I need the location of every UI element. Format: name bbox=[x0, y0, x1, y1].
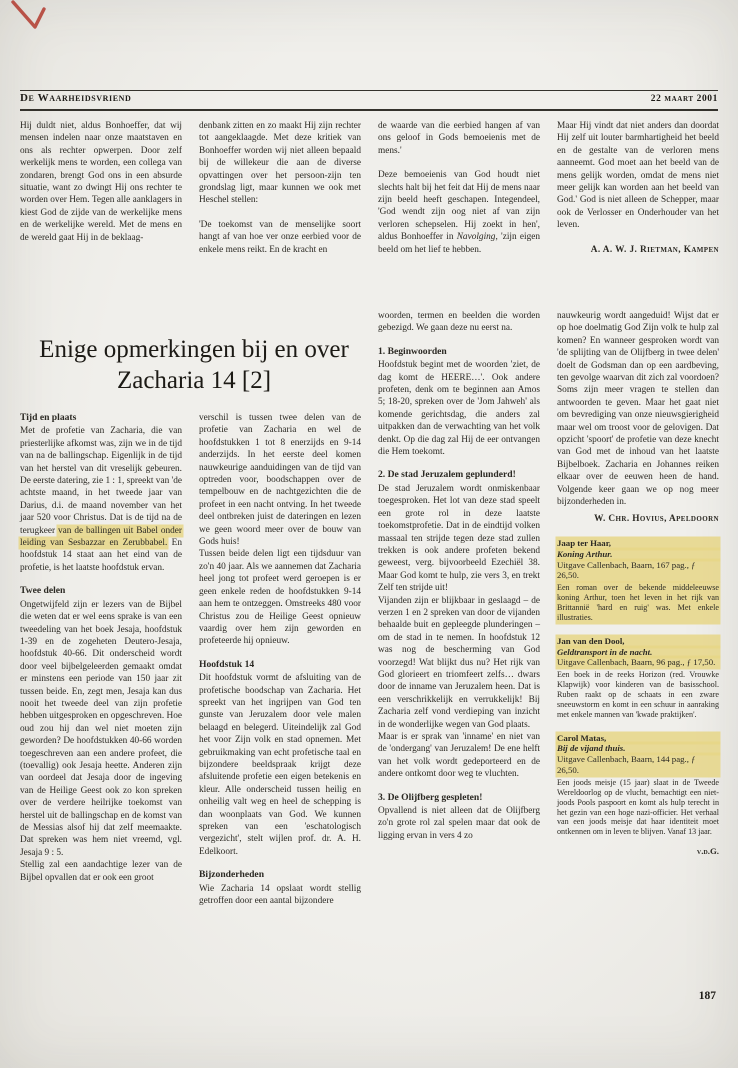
intro-column-3 bbox=[378, 120, 540, 256]
paragraph: Opvallend is niet alleen dat de Olijfberg zo'n grote rol zal spelen maar dat ook de ligging ervan in vers 4 zo bbox=[378, 806, 540, 841]
intro-column-4 bbox=[557, 120, 719, 256]
paragraph: Maar is er sprak van 'inname' en niet van de 'ondergang' van Jeruzalem! De ene helft van het volk wordt gedeporteerd en de andere ontkomt door weg te vluchten. bbox=[378, 732, 540, 780]
article-title bbox=[22, 334, 366, 396]
paragraph bbox=[378, 169, 540, 256]
author-signature: A. A. W. J. Rietman, Kampen bbox=[590, 244, 719, 255]
text-part: Met de profetie van Zacharia, die van priesterlijke afkomst was, zijn we in de tijd van na de ballingschap. Eigenlijk in de tijd van het herstel van dit vreselijk gebeuren. De eerste datering, zie 1 : 1, spreekt van 'de achtste maand, in het tweede jaar van Darius, d.i. de maand november van het jaar 520 voor Christus. Dat is de tijd na de terugkeer bbox=[20, 426, 182, 536]
paragraph: denbank zitten en zo maakt Hij zijn rechter tot aangeklaagde. Met deze kritiek van Bonhoeffer worden wij niet alleen bepaald bij de willekeur die aan de diverse opvattingen over het persoon-zijn ten grondslag ligt, maar kunnen we ook met Heschel stellen: bbox=[199, 121, 361, 206]
paragraph: Maar Hij vindt dat niet anders dan doordat Hij zelf uit louter barmhartigheid het beeld en de gestalte van de verloren mens aanneemt. God moet aan het beeld van de mens gelijk worden, omdat de mens niet meer gelijk kan worden aan het beeld van God.' God is niet alleen de Schepper, maar ook de Verlosser en Onderhouder van het leven. bbox=[557, 121, 719, 231]
paragraph: Wie Zacharia 14 opslaat wordt stellig getroffen door een aantal bijzondere bbox=[199, 883, 361, 907]
review-author: Jaap ter Haar, bbox=[557, 538, 719, 549]
main-column-4 bbox=[557, 310, 719, 858]
section-heading: Twee delen bbox=[20, 585, 66, 597]
paragraph: Dit hoofdstuk vormt de afsluiting van de profetische boodschap van Zacharia. Het spreekt van het ingrijpen van God ten gunste van Jeruzalem door vele malen belaagd en belegerd. Uiteindelijk zal God het voor Zijn volk en stad opnemen. Met gebruikmaking van echt profetische taal en bijzondere beeldspraak krijgt deze afsluitende profetie een eigen betekenis en kleur. Alle onderscheid tussen heilig en onheilig valt weg en heel de schepping is dan woonplaats van God. We kunnen spreken van een 'eschatologisch vergezicht', stelt wijlen prof. dr. A. H. Edelkoort. bbox=[199, 673, 361, 857]
paragraph: De stad Jeruzalem wordt onmiskenbaar toegesproken. Het lot van deze stad speelt een grote rol in deze laatste toekomstprofetie. Dat in de eindtijd volken massaal ten strijde tegen deze stad zullen trekken is ook andere profeten bekend geweest, verg. bijvoorbeeld Ezechiël 38. Maar God komt te hulp, zie vers 3, en trekt Zelf ten strijde uit! bbox=[378, 483, 540, 594]
paragraph: verschil is tussen twee delen van de profetie van Zacharia en wel de hoofdstukken 1 tot 8 enerzijds en 9-14 anderzijds. In het eerste deel komen nauwkeurige aanduidingen van de tijd van optreden voor, boodschappen over de tempelbouw en de nachtgezichten die de profeet in een nacht ontving. In het tweede deel ontbreken juist de dateringen en lezen we geen woord meer over de bouw van Gods huis! bbox=[199, 413, 361, 548]
review-author: Carol Matas, bbox=[557, 733, 719, 744]
section-heading: 3. De Olijfberg gespleten! bbox=[378, 791, 483, 803]
main-column-3 bbox=[378, 310, 540, 842]
page-header bbox=[20, 92, 718, 104]
main-column-1 bbox=[20, 412, 182, 884]
text-part: Deze bemoeienis van God houdt niet slechts halt bij het feit dat Hij de mens naar zijn beeld heeft geschapen. Integendeel, 'God wendt zijn oog niet af van zijn verloren schepselen. Hij zoekt in hen', aldus Bonhoeffer in bbox=[378, 170, 540, 243]
text-part: , 'zijn eigen beeld om het lief te hebben. bbox=[378, 232, 540, 255]
red-pen-mark bbox=[8, 0, 52, 36]
text-part: En hoofdstuk 14 staat aan het eind van de profetie, is het laatste hoofdstuk ervan. bbox=[20, 538, 183, 573]
block-quote: 'De toekomst van de menselijke soort hangt af van hoe ver onze eerbied voor de enkele mens reikt. En de kracht en bbox=[199, 219, 361, 255]
review-book-title: Bij de vijand thuis. bbox=[557, 743, 719, 754]
paragraph: woorden, termen en beelden die worden gebezigd. We gaan deze nu eerst na. bbox=[378, 311, 540, 334]
review-book-title: Geldtransport in de nacht. bbox=[557, 647, 719, 658]
review-book-title: Koning Arthur. bbox=[557, 549, 719, 560]
author-signature: W. Chr. Hovius, Apeldoorn bbox=[594, 513, 719, 524]
paragraph: Stellig zal een aandachtige lezer van de Bijbel opvallen dat er ook een groot bbox=[20, 860, 182, 883]
section-heading: Bijzonderheden bbox=[199, 869, 265, 881]
journal-title: De Waarheidsvriend bbox=[20, 92, 132, 104]
review-description: Een joods meisje (15 jaar) slaat in de Tweede Wereldoorlog op de vlucht, bemachtigt een niet-joods Pools paspoort en komt als hulp terecht in het gezin van een hoge nazi-officier. Het verhaal van een joods meisje dat haar identiteit moet ontkennen om in leven te blijven. Vanaf 13 jaar. bbox=[557, 777, 719, 837]
intro-column-1 bbox=[20, 120, 182, 244]
section-heading: 2. De stad Jeruzalem geplunderd! bbox=[378, 469, 516, 481]
paragraph: de waarde van die eerbied hangen af van ons geloof in Gods bemoeienis met de mens.' bbox=[378, 121, 540, 156]
issue-date: 22 maart 2001 bbox=[650, 94, 718, 104]
paragraph: Hij duldt niet, aldus Bonhoeffer, dat wij mensen indelen naar onze maatstaven en ons als rechter opwerpen. Door zelf werkelijk mens te worden, een collega van zondaren, brengt God ons in een absurde situatie, want zo dwingt Hij ons rechter te worden over Hem. Tegen alle aanklagers in kiest God de zijde van de werkelijke mens en de werkelijke wereld. Met de mens en de wereld gaat Hij in de beklaag- bbox=[20, 121, 182, 243]
section-heading: Tijd en plaats bbox=[20, 412, 77, 423]
review-description: Een boek in de reeks Horizon (red. Vrouwke Klapwijk) voor kinderen van de basisschool. Ruben raakt op de schaats in een zware sneeuwstorm en komt in een schuur in aanraking met enkele mannen van 'kwade praktijken'. bbox=[557, 670, 719, 719]
review-publisher-info: Uitgave Callenbach, Baarn, 167 pag., ƒ 26,50. bbox=[557, 560, 719, 582]
paragraph: Tussen beide delen ligt een tijdsduur van zo'n 40 jaar. Als we aannemen dat Zacharia heel jong tot profeet werd geroepen is er geen enkele reden de hoofdstukken 9-14 aan hem te ontzeggen. Omstreeks 480 voor Christus zou de Heilige Geest opnieuw vaardig over hem zijn geworden en profeteerde hij opnieuw. bbox=[199, 549, 361, 647]
paragraph: Hoofdstuk begint met de woorden 'ziet, de dag komt de HEERE…'. Ook andere profeten, denk om te beginnen aan Amos 5; 18-20, spreken over de 'Jom Jahweh' als komende gerichtsdag, die anders zal uitpakken dan de verwachting van het volk denkt. Op die dag zal Hij de eer ontvangen die Hem toekomt. bbox=[378, 360, 540, 458]
header-rule-top bbox=[20, 90, 718, 91]
review-publisher-info: Uitgave Callenbach, Baarn, 144 pag., ƒ 26,50. bbox=[557, 754, 719, 776]
highlighted-text: van de ballingen uit Babel onder leiding van Sesbazzar en Zerubbabel. bbox=[20, 525, 182, 549]
paragraph: Ongetwijfeld zijn er lezers van de Bijbel die weten dat er wel eens sprake is van een tweedeling van het boek Jesaja, hoofdstuk 1-39 en de zogeheten Deutero-Jesaja, hoofdstuk 40-66. Dit onderscheid wordt door veel bijbelgeleerden gemaakt omdat er minstens een periode van 150 jaar zit tussen beide. En, zegt men, Jesaja kan dus nooit het tweede deel van zijn profetie hebben uitgesproken en opgeschreven. Hoe oud zou hij dan wel niet moeten zijn geworden? De hoofdstukken 40-66 worden toegeschreven aan een andere profeet, die (toevallig) ook Jesaja heette. Anderen zijn van oordeel dat Jesaja door de ingeving van de Heilige Geest ook zo kon spreken over de verdere heilrijke toekomst van herstel uit de ballingschap en de komst van de Messias alsof hij dat zelf meemaakte. Dat spreken was hem niet vreemd, vgl. Jesaja 9 : 5. bbox=[20, 599, 182, 858]
paragraph bbox=[20, 425, 182, 574]
review-author: Jan van den Dool, bbox=[557, 636, 719, 647]
header-rule-bottom bbox=[20, 109, 718, 111]
page-number: 187 bbox=[698, 990, 716, 1002]
intro-column-2 bbox=[199, 120, 361, 256]
review-description: Een roman over de bekende middeleeuwse koning Arthur, toen het leven in het rijk van Brittannië 'hard en ruig' was. Met enkele illustraties. bbox=[557, 583, 719, 622]
section-heading: 1. Beginwoorden bbox=[378, 345, 447, 357]
main-column-2 bbox=[199, 412, 361, 907]
italic-text: Navolging bbox=[456, 232, 496, 243]
article-title-line1: Enige opmerkingen bij en over bbox=[39, 336, 349, 363]
paragraph: Vijanden zijn er blijkbaar in geslaagd – de verzen 1 en 2 spreken van door de vijanden behaalde buit en gepleegde plunderingen – om de stad in te nemen. In hoofdstuk 12 was nog de bescherming van God voorzegd! Wat blijkt dus nu? Het rijk van God glorieert en triomfeert zelfs… dwars door de inname van Jeruzalem heen. Dat is een verschrikkelijk en verrukkelijk! Bij Zacharia zelf vond verdieping van inzicht in de wonderlijke wegen van God plaats. bbox=[378, 595, 540, 730]
article-title-line2: Zacharia 14 [2] bbox=[116, 367, 272, 394]
review-publisher-info: Uitgave Callenbach, Baarn, 96 pag., ƒ 17,50. bbox=[557, 657, 719, 668]
reviewer-initials: v.d.G. bbox=[696, 846, 719, 857]
section-heading: Hoofdstuk 14 bbox=[199, 658, 255, 670]
paragraph: nauwkeurig wordt aangeduid! Wijst dat er op hoe doelmatig God Zijn volk te hulp zal komen? En wanneer gesproken wordt van 'de splijting van de Olijfberg in twee delen' doelt de Godsman dan op een aardbeving, ten gevolge waarvan dit zich zal voordoen? Soms zijn meer vragen te stellen dan antwoorden te geven. Maar het gaat niet om bevrediging van onze nieuwsgierigheid maar wel om troost voor de gelovigen. Dat opzicht 'spoort' de profetie van deze knecht van God met de inhoud van het laatste Bijbelboek. Zacharia en Johannes reiken elkaar over de eeuwen heen de hand. Volgende keer gaan we op nog meer bijzonderheden in. bbox=[557, 311, 719, 508]
